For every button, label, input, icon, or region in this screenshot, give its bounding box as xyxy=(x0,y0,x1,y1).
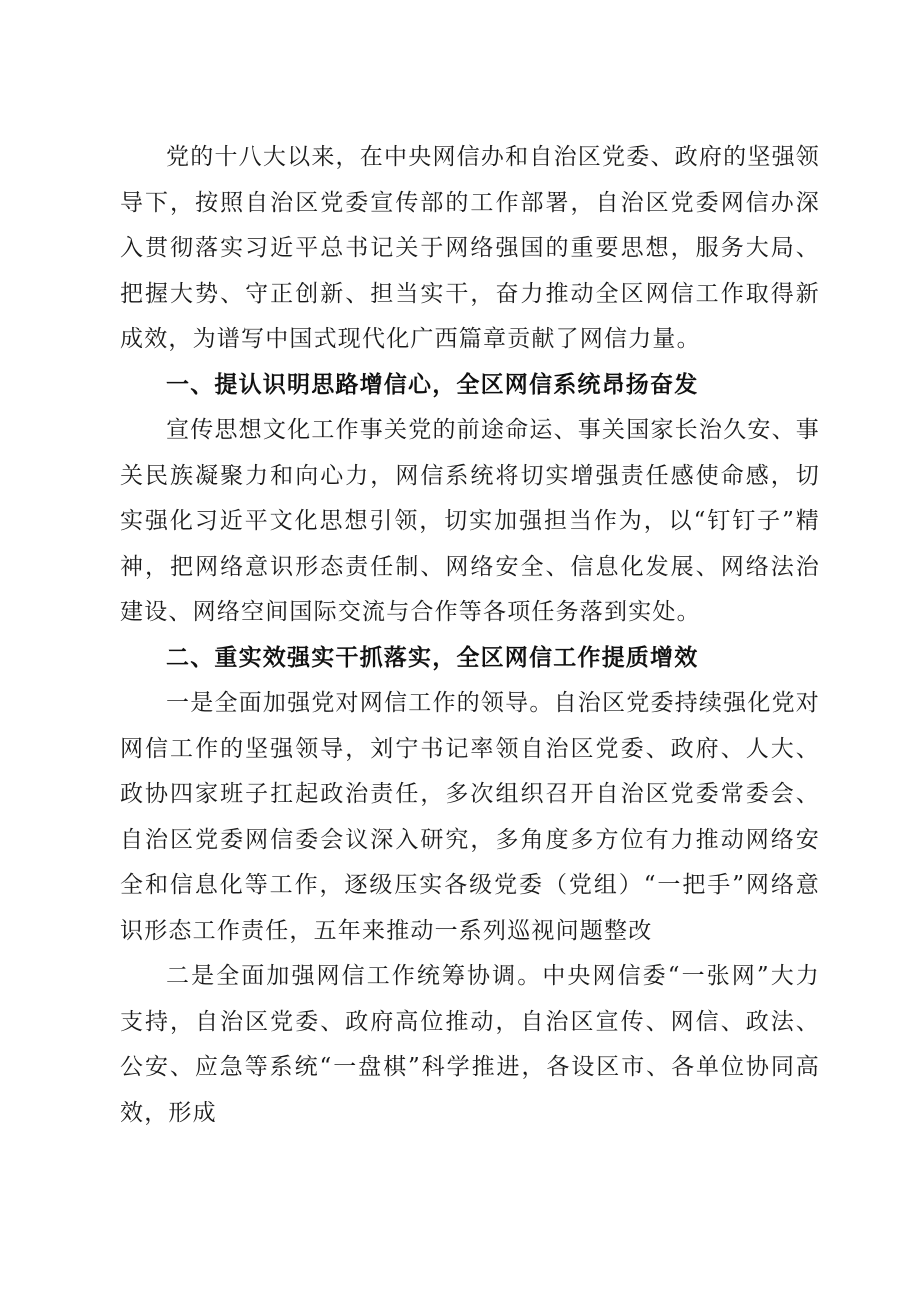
section-heading-2: 二、重实效强实干抓落实，全区网信工作提质增效 xyxy=(166,644,699,671)
paragraph-point-2: 二是全面加强网信工作统筹协调。中央网信委“一张网”大力支持，自治区党委、政府高位推动，自治区宣传、网信、政法、公安、应急等系统“一盘棋”科学推进，各设区市、各单位协同高效，形成 xyxy=(120,963,820,1126)
paragraph-section-1: 宣传思想文化工作事关党的前途命运、事关国家长治久安、事关民族凝聚力和向心力，网信系统将切实增强责任感使命感，切实强化习近平文化思想引领，切实加强担当作为，以“钉钉子”精神，把网络意识形态责任制、网络安全、信息化发展、网络法治建设、网络空间国际交流与合作等各项任务落到实处。 xyxy=(120,417,820,625)
document-body xyxy=(120,135,820,1136)
section-heading-1: 一、提认识明思路增信心，全区网信系统昂扬奋发 xyxy=(166,371,699,398)
paragraph-point-1: 一是全面加强党对网信工作的领导。自治区党委持续强化党对网信工作的坚强领导，刘宁书记率领自治区党委、政府、人大、政协四家班子扛起政治责任，多次组织召开自治区党委常委会、自治区党委网信委会议深入研究，多角度多方位有力推动网络安全和信息化等工作，逐级压实各级党委（党组）“一把手”网络意识形态工作责任，五年来推动一系列巡视问题整改 xyxy=(120,690,820,944)
paragraph-intro: 党的十八大以来，在中央网信办和自治区党委、政府的坚强领导下，按照自治区党委宣传部的工作部署，自治区党委网信办深入贯彻落实习近平总书记关于网络强国的重要思想，服务大局、把握大势、守正创新、担当实干，奋力推动全区网信工作取得新成效，为谱写中国式现代化广西篇章贡献了网信力量。 xyxy=(120,144,820,352)
